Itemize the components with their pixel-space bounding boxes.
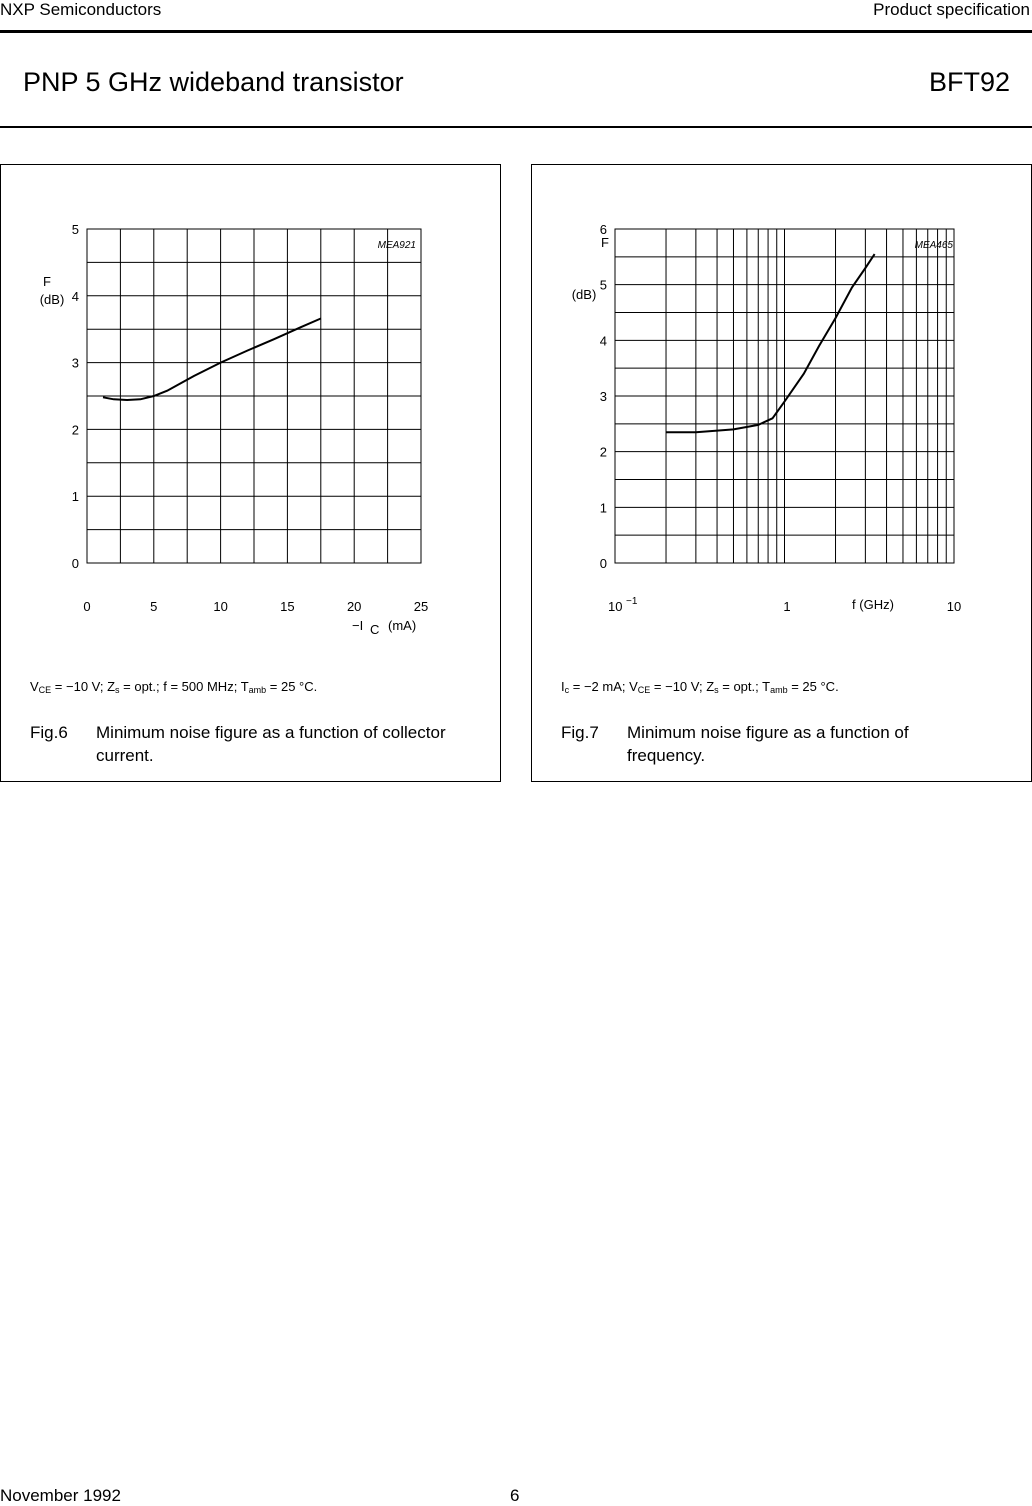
header-rule	[0, 30, 1032, 33]
x-tick-label-1: 1	[783, 599, 791, 614]
cond-ic-symbol: I	[561, 679, 565, 694]
cond-zs-sub: s	[714, 685, 719, 695]
cond-tamb-value: = 25 °C.	[787, 679, 839, 694]
x-axis-label: f (GHz)	[852, 597, 894, 612]
cond-ic-sub: c	[564, 685, 570, 695]
y-tick-label: 5	[71, 222, 79, 237]
figure-7-box	[531, 164, 1032, 782]
cond-tamb-value: = 25 °C.	[266, 679, 318, 694]
figure-caption-text: Minimum noise figure as a function of frequency.	[627, 723, 909, 765]
document-type: Product specification	[873, 0, 1030, 19]
x-tick-labels	[83, 599, 428, 614]
x-tick-label-base: 10	[608, 599, 623, 614]
cond-vce-sub: CE	[637, 685, 651, 695]
x-axis-label-sub: C	[370, 622, 380, 637]
test-conditions	[30, 679, 317, 698]
y-tick-label: 0	[599, 556, 607, 571]
company-name: NXP Semiconductors	[0, 0, 162, 19]
x-tick-label: 15	[280, 599, 295, 614]
footer-date: November 1992	[0, 1486, 121, 1505]
x-tick-label: 25	[413, 599, 429, 614]
test-conditions	[561, 679, 839, 698]
y-axis-unit: (dB)	[571, 287, 597, 302]
x-tick-label-exponent: −1	[626, 596, 638, 607]
y-tick-label: 5	[599, 277, 607, 293]
cond-tamb-sub: amb	[770, 685, 788, 695]
noise-vs-current-chart	[1, 165, 500, 637]
cond-ic-value: = −2 mA; V	[569, 679, 638, 694]
chart-code: MEA465	[914, 240, 953, 251]
y-axis-label: F	[43, 274, 51, 289]
noise-figure-curve	[666, 254, 875, 432]
page-title: PNP 5 GHz wideband transistor	[23, 67, 404, 97]
y-tick-label: 4	[599, 333, 607, 349]
cond-vce-value: = −10 V; Z	[51, 679, 116, 694]
x-tick-label: 20	[346, 599, 362, 614]
noise-vs-frequency-chart	[532, 165, 1031, 614]
x-tick-label: 5	[150, 599, 158, 614]
chart-grid	[87, 229, 421, 563]
y-tick-label: 2	[71, 422, 79, 438]
y-tick-label: 4	[71, 288, 79, 304]
figure-number: Fig.6	[30, 723, 68, 742]
noise-figure-curve	[103, 319, 321, 401]
cond-vce-value: = −10 V; Z	[650, 679, 715, 694]
cond-zs-value: = opt.; f = 500 MHz; T	[119, 679, 249, 694]
page-number: 6	[510, 1486, 520, 1505]
title-rule	[0, 126, 1032, 128]
x-tick-label: 0	[83, 599, 91, 614]
figure-number: Fig.7	[561, 723, 599, 742]
cond-vce-symbol: V	[30, 679, 39, 694]
y-tick-label: 3	[599, 389, 607, 404]
x-axis-label-prefix: −I	[352, 618, 364, 633]
y-tick-labels	[72, 222, 79, 571]
figure-caption-text: Minimum noise figure as a function of collector current.	[96, 723, 446, 765]
cond-tamb-sub: amb	[248, 685, 267, 695]
y-tick-label: 2	[599, 444, 607, 460]
y-tick-label: 0	[71, 556, 79, 571]
y-axis-unit: (dB)	[39, 292, 65, 307]
y-tick-label: 6	[599, 222, 607, 237]
y-axis-label: F	[601, 235, 609, 250]
y-tick-label: 1	[71, 489, 79, 505]
chart-code: MEA921	[377, 240, 416, 251]
chart-grid	[615, 229, 954, 563]
y-tick-label: 1	[599, 500, 607, 516]
part-number: BFT92	[928, 67, 1010, 97]
y-tick-label: 3	[71, 355, 79, 371]
x-tick-label: 10	[213, 599, 228, 614]
y-tick-labels	[600, 222, 607, 571]
cond-zs-value: = opt.; T	[718, 679, 771, 694]
x-axis-unit: (mA)	[388, 618, 417, 633]
cond-vce-sub: CE	[38, 685, 52, 695]
figure-6-box	[0, 164, 501, 782]
cond-zs-sub: s	[115, 685, 120, 695]
x-tick-label-10: 10	[946, 599, 962, 614]
